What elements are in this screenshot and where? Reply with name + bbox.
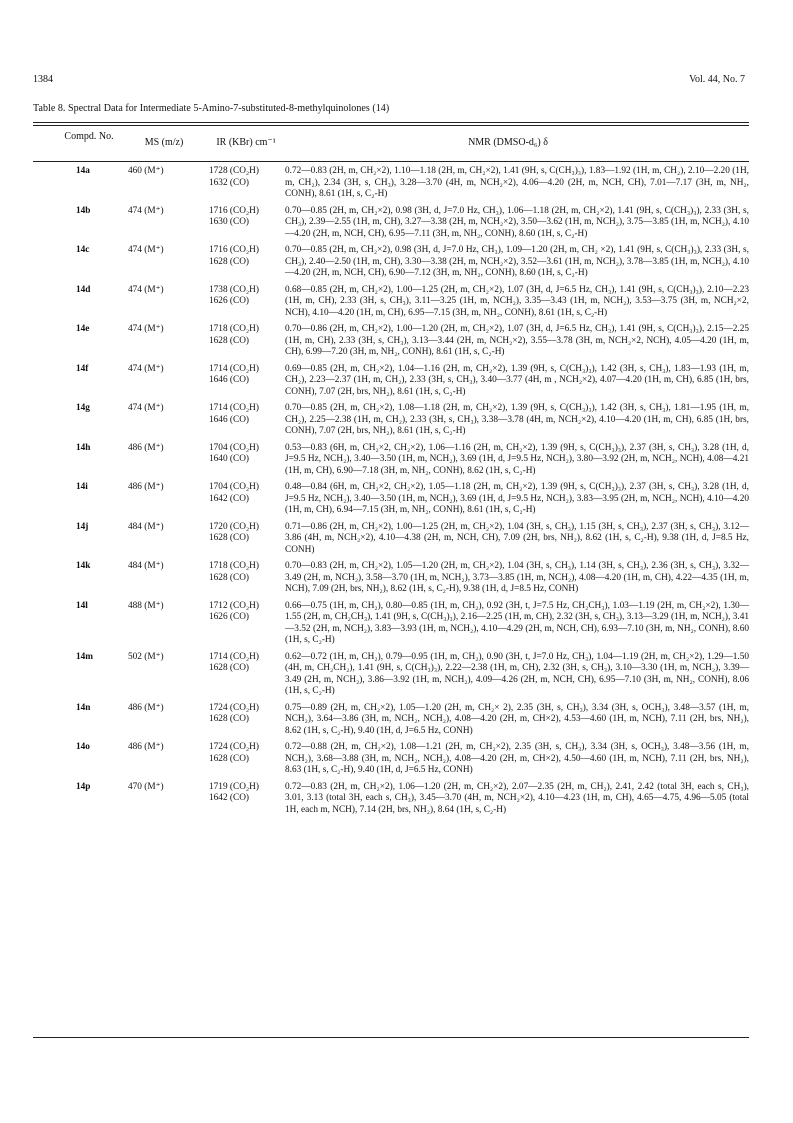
ir-values <box>209 601 275 647</box>
nmr-data: 0.68—0.85 (2H, m, CH₂×2), 1.00—1.25 (2H, m, CH₂×2), 1.07 (3H, d, J=6.5 Hz, CH₃), 1.41 (9H, s, C(CH₃)₃), 2.10—2.23 (1H, m, CH), 2.33 (3H, s, CH₃), 3.11—3.25 (1H, m, NCH₂), 3.35—3.43 (1H, m, NCH₂), 3.53—3.75 (3H, m, NCH₂×2, NCH), 4.10—4.20 (1H, m, CH), 6.95—7.15 (3H, m, NH₂, CONH), 8.61 (1H, s, C₂-H) <box>285 284 749 318</box>
nmr-data: 0.75—0.89 (2H, m, CH₂×2), 1.05—1.20 (2H, m, CH₂× 2), 2.35 (3H, s, CH₃), 3.34 (3H, s, OCH₃), 3.48—3.57 (1H, m, NCH₂), 3.64—3.86 (3H, m, NCH₂, NCH₂), 4.08—4.20 (2H, m, CH×2), 4.53—4.60 (1H, m, NCH), 7.11 (2H, brs, NH₂), 8.62 (1H, s, C₂-H), 9.40 (1H, d, J=6.5 Hz, CONH) <box>285 702 749 736</box>
nmr-data: 0.70—0.85 (2H, m, CH₂×2), 1.08—1.18 (2H, m, CH₂×2), 1.39 (9H, s, C(CH₃)₃), 1.42 (3H, s, CH₃), 1.81—1.95 (1H, m, CH₂), 2.25—2.38 (1H, m, CH₂), 2.33 (3H, s, CH₃), 3.38—3.78 (4H, m, NCH₂×2), 4.10—4.20 (1H, m, CH), 6.85 (1H, brs, CONH), 7.07 (2H, brs, NH₂), 8.61 (1H, s, C₂-H) <box>285 403 749 436</box>
table-row <box>33 561 749 596</box>
ir-values <box>209 561 275 596</box>
ir-acid: 1728 (CO₂H) <box>209 166 259 176</box>
ir-ketone: 1646 (CO) <box>209 414 250 425</box>
ir-ketone: 1642 (CO) <box>209 493 250 504</box>
ir-ketone: 1628 (CO) <box>209 335 250 346</box>
ir-values <box>209 652 275 698</box>
table-row <box>33 245 749 280</box>
ir-values <box>209 285 275 320</box>
ir-ketone: 1640 (CO) <box>209 454 250 464</box>
compound-number: 14g <box>76 403 90 413</box>
nmr-data: 0.70—0.83 (2H, m, CH₂×2), 1.05—1.20 (2H, m, CH₂×2), 1.04 (3H, s, CH₃), 1.14 (3H, s, CH₃), 2.36 (3H, s, CH₃), 3.32—3.49 (2H, m, NCH₂), 3.58—3.70 (1H, m, NCH₂), 3.73—3.85 (1H, m, NCH₂), 4.08—4.20 (1H, m, CH), 4.22—4.35 (1H, m, NCH), 7.09 (2H, brs, NH₂), 8.62 (1H, s, C₂-H), 9.38 (1H, d, J=8.5 Hz, CONH) <box>285 561 749 594</box>
table-row <box>33 482 749 517</box>
compound-number: 14m <box>76 651 94 662</box>
ir-values <box>209 403 275 438</box>
table-row <box>33 782 749 817</box>
ir-values <box>209 482 275 517</box>
ir-acid: 1718 (CO₂H) <box>209 324 259 334</box>
table-caption <box>33 103 389 114</box>
ir-acid: 1712 (CO₂H) <box>209 600 259 611</box>
table-row <box>33 601 749 647</box>
ms-value: 484 (M⁺) <box>128 561 164 571</box>
table-row <box>33 166 749 201</box>
header-nmr: NMR (DMSO-d₆) δ <box>468 137 548 148</box>
header-compd: Compd. No. <box>64 131 114 142</box>
compound-number: 14b <box>76 205 91 216</box>
ir-values <box>209 245 275 280</box>
ir-acid: 1738 (CO₂H) <box>209 284 259 295</box>
table-row <box>33 522 749 557</box>
ir-ketone: 1628 (CO) <box>209 256 250 267</box>
table-title: Spectral Data for Intermediate 5-Amino-7-substituted-8-methylquinolones (14) <box>68 103 390 114</box>
ir-acid: 1720 (CO₂H) <box>209 521 259 532</box>
ir-acid: 1724 (CO₂H) <box>209 702 259 713</box>
table-body <box>33 166 749 821</box>
compound-number: 14l <box>76 600 88 611</box>
table-bottom-rule <box>33 1037 749 1038</box>
ms-value: 474 (M⁺) <box>128 363 164 374</box>
ir-values <box>209 522 275 557</box>
ms-value: 474 (M⁺) <box>128 205 164 216</box>
ir-acid: 1714 (CO₂H) <box>209 403 259 413</box>
ms-value: 460 (M⁺) <box>128 166 164 176</box>
running-header <box>33 74 745 88</box>
table-row <box>33 742 749 777</box>
ir-acid: 1724 (CO₂H) <box>209 742 259 752</box>
ms-value: 486 (M⁺) <box>128 742 164 752</box>
ir-values <box>209 364 275 399</box>
ms-value: 486 (M⁺) <box>128 702 164 713</box>
nmr-data: 0.66—0.75 (1H, m, CH₂), 0.80—0.85 (1H, m, CH₂), 0.92 (3H, t, J=7.5 Hz, CH₂CH₃), 1.03—1.19 (2H, m, CH₂×2), 1.30—1.55 (2H, m, CH₂CH₃), 1.41 (9H, s, C(CH₃)₃), 2.16—2.25 (1H, m, CH), 2.32 (3H, s, CH₃), 3.13—3.29 (1H, m, NCH₂), 3.41—3.52 (2H, m, NCH₂), 3.83—3.93 (1H, m, NCH₂), 4.10—4.29 (2H, m, NCH, CH), 6.93—7.10 (3H, m, NH₂, CONH), 8.60 (1H, s, C₂-H) <box>285 600 749 645</box>
nmr-data: 0.48—0.84 (6H, m, CH₂×2, CH₂×2), 1.05—1.18 (2H, m, CH₂×2), 1.39 (9H, s, C(CH₃)₃), 2.37 (3H, s, CH₃), 3.28 (1H, d, J=9.5 Hz, NCH₂), 3.40—3.50 (1H, m, NCH₂), 3.69 (1H, d, J=9.5 Hz, NCH₂), 3.83—3.95 (2H, m, NCH₂, NCH), 4.10—4.20 (1H, m, CH), 6.94—7.15 (3H, m, NH₂, CONH), 8.61 (1H, s, C₂-H) <box>285 482 749 515</box>
ir-ketone: 1626 (CO) <box>209 296 250 306</box>
table-top-rule <box>33 122 749 123</box>
ir-values <box>209 324 275 359</box>
ir-ketone: 1628 (CO) <box>209 753 250 764</box>
header-rule <box>33 161 749 162</box>
ir-values <box>209 206 275 241</box>
compound-number: 14p <box>76 781 91 792</box>
nmr-data: 0.62—0.72 (1H, m, CH₂), 0.79—0.95 (1H, m, CH₂), 0.90 (3H, t, J=7.0 Hz, CH₃), 1.04—1.19 (2H, m, CH₂×2), 1.29—1.50 (4H, m, CH₂CH₂), 1.41 (9H, s, C(CH₃)₃), 2.22—2.38 (1H, m, CH), 2.32 (3H, s, CH₃), 3.10—3.30 (1H, m, NCH₂), 3.39—3.49 (2H, m, NCH₂), 3.86—3.92 (1H, m, NCH₂), 4.09—4.26 (2H, m, NCH, CH), 6.95—7.10 (3H, m, NH₂, CONH), 8.06 (1H, s, C₂-H) <box>285 651 749 696</box>
compound-number: 14j <box>76 521 89 532</box>
table-row <box>33 285 749 320</box>
nmr-data: 0.70—0.85 (2H, m, CH₂×2), 0.98 (3H, d, J=7.0 Hz, CH₃), 1.09—1.20 (2H, m, CH₂ ×2), 1.41 (9H, s, C(CH₃)₃), 2.33 (3H, s, CH₃), 2.40—2.50 (1H, m, CH), 3.30—3.38 (2H, m, NCH₂×2), 3.52—3.61 (1H, m, NCH₂), 3.78—3.85 (1H, m, NCH₂), 4.10—4.20 (2H, m, NCH, CH), 6.90—7.12 (3H, m, NH₂, CONH), 8.60 (1H, s, C₂-H) <box>285 245 749 278</box>
table-top-rule-2 <box>33 125 749 126</box>
compound-number: 14h <box>76 442 91 453</box>
compound-number: 14k <box>76 561 91 571</box>
table-label: Table 8. <box>33 103 66 114</box>
nmr-data: 0.72—0.83 (2H, m, CH₂×2), 1.10—1.18 (2H, m, CH₂×2), 1.41 (9H, s, C(CH₃)₃), 1.83—1.92 (1H, m, CH₂), 2.10—2.20 (1H, m, CH₂), 2.34 (3H, s, CH₃), 3.28—3.70 (4H, m, NCH₂×2), 4.06—4.20 (2H, m, NCH, CH), 7.01—7.17 (3H, m, NH₂, CONH), 8.61 (1H, s, C₂-H) <box>285 166 749 199</box>
ir-values <box>209 166 275 201</box>
ir-ketone: 1630 (CO) <box>209 217 250 227</box>
page-number: 1384 <box>33 74 53 85</box>
ms-value: 502 (M⁺) <box>128 651 164 662</box>
ir-acid: 1718 (CO₂H) <box>209 561 259 571</box>
header-ms: MS (m/z) <box>144 137 184 148</box>
ir-ketone: 1626 (CO) <box>209 612 250 622</box>
ir-acid: 1716 (CO₂H) <box>209 245 259 255</box>
compound-number: 14i <box>76 482 88 492</box>
ms-value: 474 (M⁺) <box>128 403 164 413</box>
nmr-data: 0.69—0.85 (2H, m, CH₂×2), 1.04—1.16 (2H, m, CH₂×2), 1.39 (9H, s, C(CH₃)₃), 1.42 (3H, s, CH₃), 1.83—1.93 (1H, m, CH₂), 2.23—2.37 (1H, m, CH₂), 2.33 (3H, s, CH₃), 3.40—3.77 (4H, m , NCH₂×2), 4.07—4.20 (1H, m, CH), 6.85 (1H, brs, CONH), 7.07 (2H, brs, NH₂), 8.61 (1H, s, C₂-H) <box>285 363 749 397</box>
nmr-data: 0.53—0.83 (6H, m, CH₂×2, CH₂×2), 1.06—1.16 (2H, m, CH₂×2), 1.39 (9H, s, C(CH₃)₃), 2.37 (3H, s, CH₃), 3.28 (1H, d, J=9.5 Hz, NCH₂), 3.40—3.50 (1H, m, NCH₂), 3.69 (1H, d, J=9.5 Hz, NCH₂), 3.80—3.92 (2H, m, NCH₂, NCH), 4.08—4.21 (1H, m, CH), 6.90—7.18 (3H, m, NH₂, CONH), 8.62 (1H, s, C₂-H) <box>285 442 749 476</box>
ir-ketone: 1628 (CO) <box>209 533 250 543</box>
table-row <box>33 703 749 738</box>
compound-number: 14d <box>76 284 91 295</box>
ms-value: 488 (M⁺) <box>128 600 164 611</box>
nmr-data: 0.72—0.88 (2H, m, CH₂×2), 1.08—1.21 (2H, m, CH₂×2), 2.35 (3H, s, CH₃), 3.34 (3H, s, OCH₃), 3.48—3.56 (1H, m, NCH₂), 3.68—3.88 (3H, m, NCH₂, NCH₂), 4.08—4.20 (2H, m, CH×2), 4.50—4.60 (1H, m, NCH), 7.11 (2H, brs, NH₂), 8.63 (1H, s, C₂-H), 9.40 (1H, d, J=6.5 Hz, CONH) <box>285 742 749 775</box>
table-row <box>33 364 749 399</box>
ir-acid: 1716 (CO₂H) <box>209 205 259 216</box>
ir-ketone: 1628 (CO) <box>209 714 250 724</box>
ir-ketone: 1628 (CO) <box>209 572 250 583</box>
ir-ketone: 1642 (CO) <box>209 793 250 803</box>
compound-number: 14e <box>76 324 90 334</box>
ms-value: 474 (M⁺) <box>128 324 164 334</box>
compound-number: 14f <box>76 363 89 374</box>
ir-values <box>209 782 275 817</box>
table-row <box>33 652 749 698</box>
journal-volume: Vol. 44, No. 7 <box>689 74 745 85</box>
ir-values <box>209 443 275 478</box>
nmr-data: 0.70—0.85 (2H, m, CH₂×2), 0.98 (3H, d, J=7.0 Hz, CH₃), 1.06—1.18 (2H, m, CH₂×2), 1.41 (9H, s, C(CH₃)₃), 2.33 (3H, s, CH₃), 2.39—2.55 (1H, m, CH), 3.27—3.38 (2H, m, NCH₂×2), 3.50—3.62 (1H, m, NCH₂), 3.75—3.85 (1H, m, NCH₂), 4.10—4.20 (2H, m, NCH, CH), 6.95—7.11 (3H, m, NH₂, CONH), 8.60 (1H, s, C₂-H) <box>285 205 749 239</box>
ir-ketone: 1628 (CO) <box>209 663 250 673</box>
ms-value: 486 (M⁺) <box>128 482 164 492</box>
ms-value: 486 (M⁺) <box>128 442 164 453</box>
table-row <box>33 443 749 478</box>
compound-number: 14a <box>76 166 90 176</box>
ms-value: 474 (M⁺) <box>128 245 164 255</box>
table-row <box>33 324 749 359</box>
ms-value: 470 (M⁺) <box>128 781 164 792</box>
ir-ketone: 1632 (CO) <box>209 177 250 188</box>
compound-number: 14c <box>76 245 90 255</box>
ir-acid: 1714 (CO₂H) <box>209 363 259 374</box>
ms-value: 484 (M⁺) <box>128 521 164 532</box>
table-row <box>33 403 749 438</box>
ir-acid: 1714 (CO₂H) <box>209 651 259 662</box>
header-ir: IR (KBr) cm⁻¹ <box>216 137 276 148</box>
ir-values <box>209 703 275 738</box>
ir-acid: 1704 (CO₂H) <box>209 442 259 453</box>
compound-number: 14n <box>76 702 91 713</box>
nmr-data: 0.71—0.86 (2H, m, CH₂×2), 1.00—1.25 (2H, m, CH₂×2), 1.04 (3H, s, CH₃), 1.15 (3H, s, CH₃), 2.37 (3H, s, CH₃), 3.12—3.86 (4H, m, NCH₂×2), 4.10—4.38 (2H, m, NCH, CH), 7.09 (2H, brs, NH₂), 8.62 (1H, s, C₂-H), 9.38 (1H, d, J=8.5 Hz, CONH) <box>285 521 749 555</box>
nmr-data: 0.70—0.86 (2H, m, CH₂×2), 1.00—1.20 (2H, m, CH₂×2), 1.07 (3H, d, J=6.5 Hz, CH₃), 1.41 (9H, s, C(CH₃)₃), 2.15—2.25 (1H, m, CH), 2.33 (3H, s, CH₃), 3.13—3.44 (2H, m, NCH₂×2), 3.55—3.78 (3H, m, NCH₂×2, NCH), 4.05—4.20 (1H, m, CH), 6.99—7.20 (3H, m, NH₂, CONH), 8.61 (1H, s, C₂-H) <box>285 324 749 357</box>
table-row <box>33 206 749 241</box>
compound-number: 14o <box>76 742 90 752</box>
ir-values <box>209 742 275 777</box>
ir-acid: 1719 (CO₂H) <box>209 781 259 792</box>
ir-ketone: 1646 (CO) <box>209 375 250 385</box>
nmr-data: 0.72—0.83 (2H, m, CH₂×2), 1.06—1.20 (2H, m, CH₂×2), 2.07—2.35 (2H, m, CH₂), 2.41, 2.42 (total 3H, each s, CH₃), 3.01, 3.13 (total 3H, each s, CH₃), 3.45—3.70 (4H, m, NCH₂×2), 4.10—4.23 (1H, m, CH), 4.65—4.75, 4.96—5.05 (total 1H, each m, NCH), 7.14 (2H, brs, NH₂), 8.64 (1H, s, C₂-H) <box>285 781 749 815</box>
ms-value: 474 (M⁺) <box>128 284 164 295</box>
ir-acid: 1704 (CO₂H) <box>209 482 259 492</box>
